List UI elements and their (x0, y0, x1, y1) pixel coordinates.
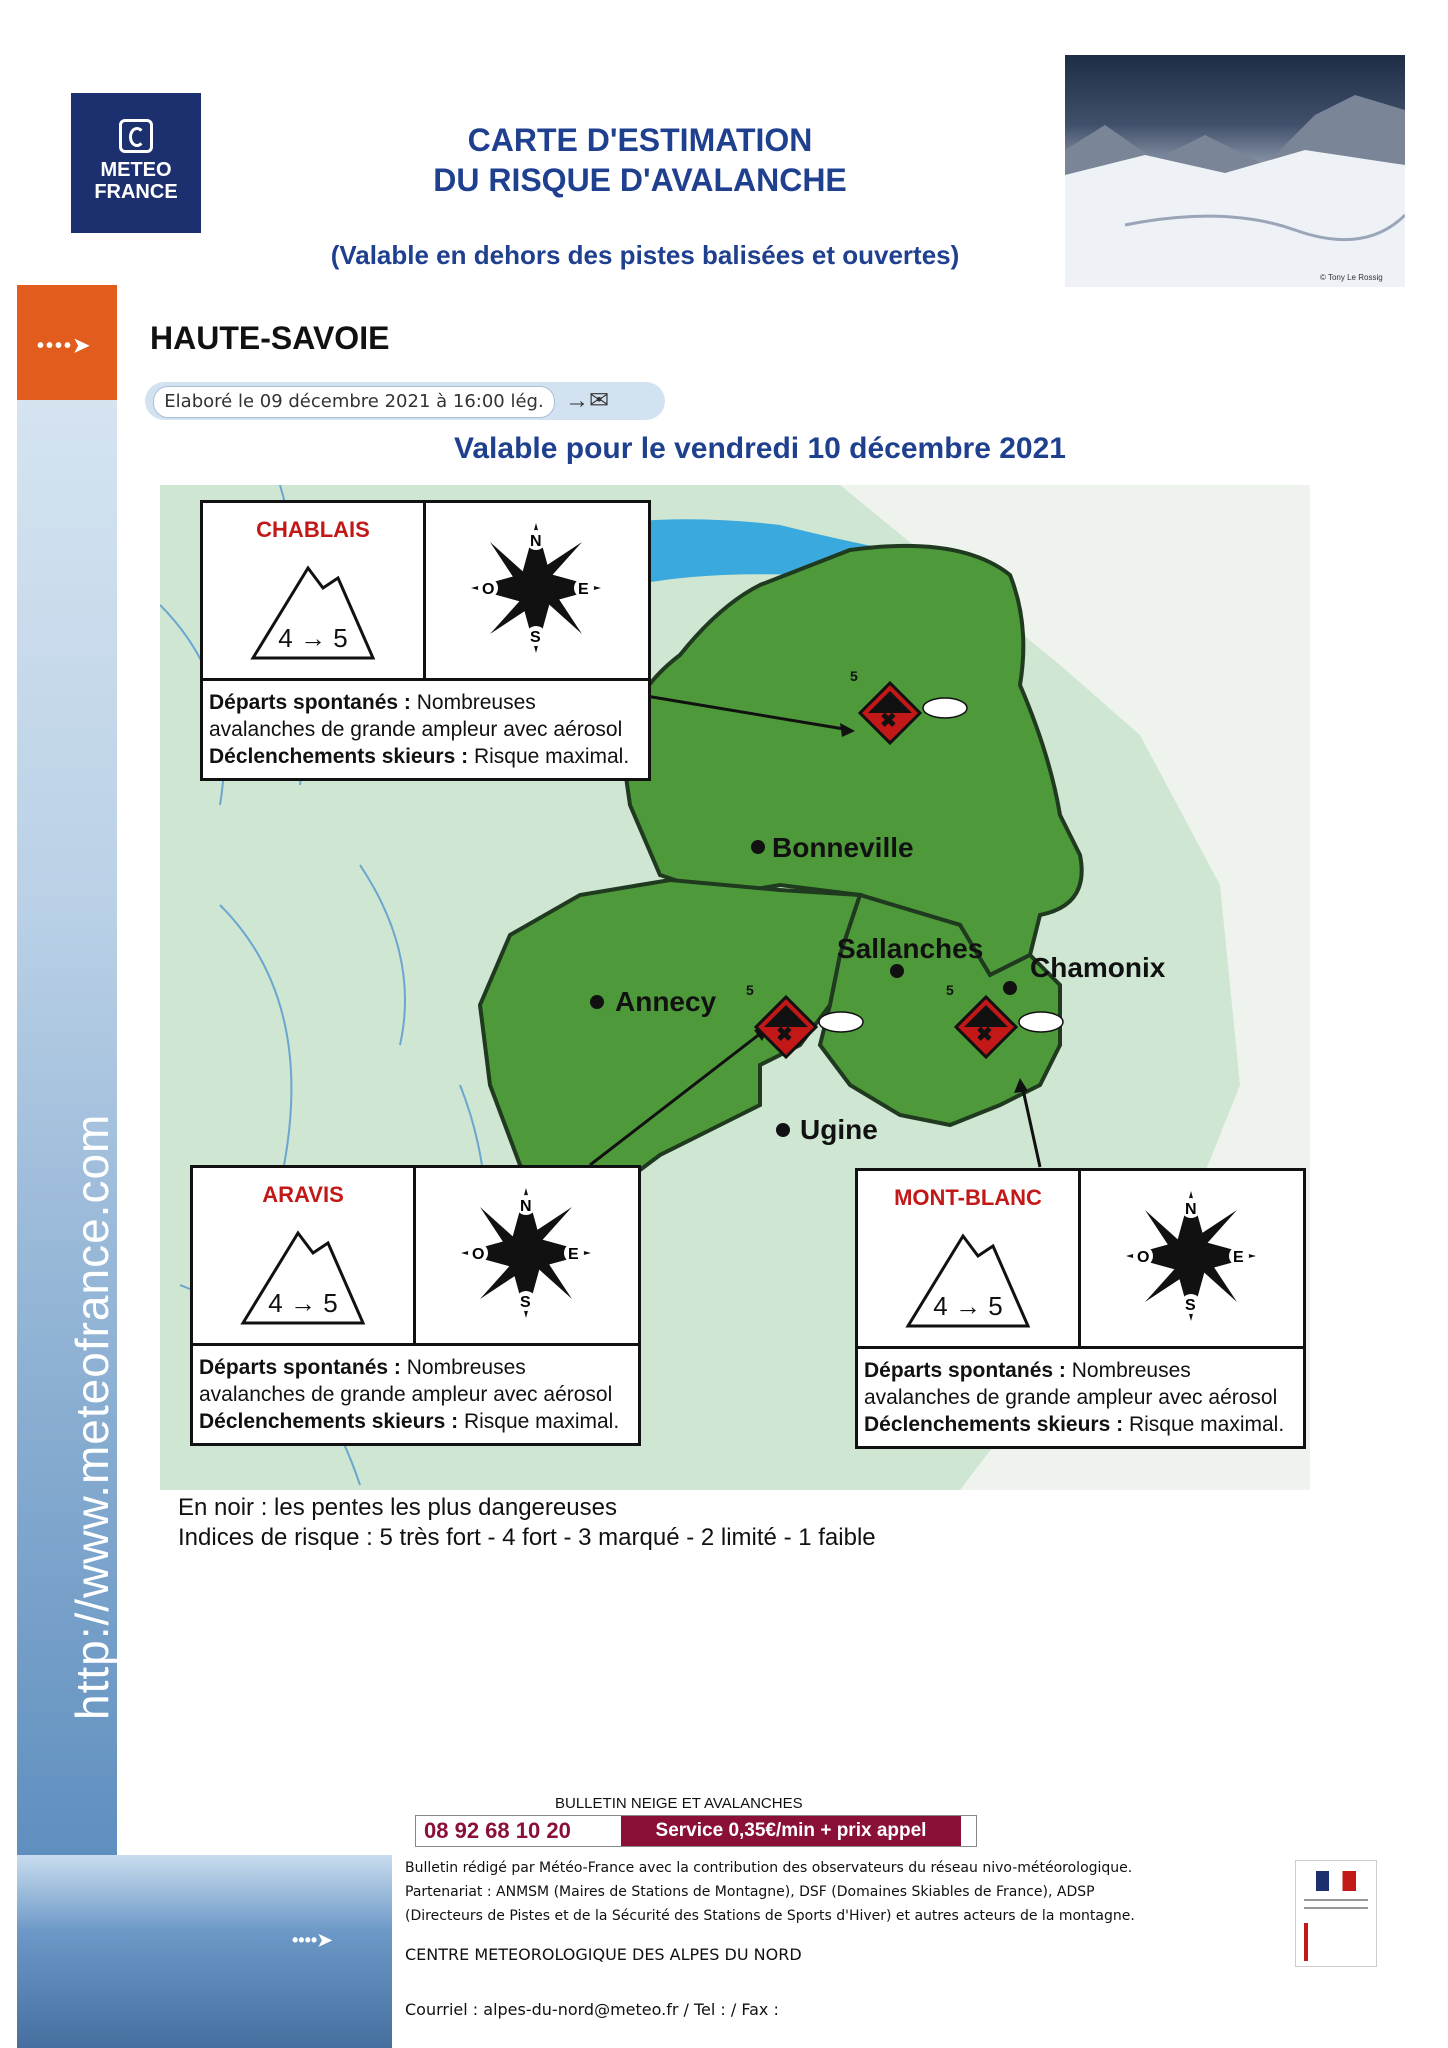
svg-text:✖: ✖ (880, 710, 897, 732)
page-subtitle: (Valable en dehors des pistes balisées et ouvertes) (330, 240, 960, 270)
republique-francaise-logo (1295, 1860, 1377, 1967)
town-ugine: Ugine (800, 1114, 878, 1145)
department-name: HAUTE-SAVOIE (150, 320, 390, 356)
risk-range: 4 → 5 (933, 1291, 1003, 1321)
phone-number[interactable]: 08 92 68 10 20 (424, 1818, 571, 1843)
svg-text:N: N (520, 1198, 532, 1215)
massif-box-mont-blanc (855, 1168, 1306, 1449)
town-sallanches: Sallanches (837, 933, 984, 964)
svg-text:S: S (1185, 1297, 1196, 1314)
compass-rose-icon (466, 518, 606, 658)
bulletin-label: BULLETIN NEIGE ET AVALANCHES (555, 1795, 803, 1812)
risk-range: 4 → 5 (268, 1288, 338, 1318)
svg-text:O: O (1137, 1249, 1150, 1266)
svg-text:✖: ✖ (776, 1024, 793, 1046)
photo-credit: © Tony Le Rossig (1320, 273, 1383, 282)
center-name: CENTRE METEOROLOGIQUE DES ALPES DU NORD (405, 1945, 802, 1964)
zone-level-aravis: 5 (746, 982, 754, 998)
svg-text:S: S (520, 1294, 531, 1311)
town-chamonix: Chamonix (1030, 952, 1166, 983)
svg-text:N: N (1185, 1201, 1197, 1218)
zone-level-chablais: 5 (850, 668, 858, 684)
logo-mark-icon (119, 119, 153, 153)
svg-text:S: S (530, 629, 541, 646)
zone-level-mont-blanc: 5 (946, 982, 954, 998)
phone-bar (415, 1815, 977, 1847)
credits-line2: Partenariat : ANMSM (Maires de Stations de Montagne), DSF (Domaines Skiables de France), ADSP (405, 1884, 1095, 1900)
legend-dangerous-slopes: En noir : les pentes les plus dangereuses (178, 1494, 617, 1521)
svg-text:E: E (568, 1246, 579, 1263)
compass-rose-icon (456, 1183, 596, 1323)
credits-line3: (Directeurs de Pistes et de la Sécurité des Stations de Sports d'Hiver) et autres acteurs de la montagne. (405, 1908, 1135, 1924)
compass-rose-icon (1121, 1186, 1261, 1326)
svg-text:O: O (472, 1246, 485, 1263)
sidebar-url[interactable]: http://www.meteofrance.com (66, 1113, 118, 1720)
town-annecy: Annecy (615, 986, 717, 1017)
massif-box-chablais (200, 500, 651, 781)
mountain-photo-art (1065, 55, 1405, 287)
massif-description: Départs spontanés : Nombreuses avalanches de grande ampleur avec aérosol Déclenchements skieurs : Risque maximal. (209, 691, 630, 768)
massif-name: ARAVIS (262, 1182, 344, 1207)
svg-text:E: E (1233, 1249, 1244, 1266)
dotted-arrow-icon: ••••➤ (292, 1930, 333, 1950)
town-bonneville: Bonneville (772, 832, 914, 863)
massif-description: Départs spontanés : Nombreuses avalanches de grande ampleur avec aérosol Déclenchements skieurs : Risque maximal. (199, 1356, 620, 1433)
massif-name: CHABLAIS (256, 517, 370, 542)
meteo-france-logo (71, 93, 201, 233)
logo-line1: METEO (100, 159, 172, 181)
credits-line1: Bulletin rédigé par Météo-France avec la contribution des observateurs du réseau nivo-météorologique. (405, 1860, 1133, 1876)
legend-risk-scale: Indices de risque : 5 très fort - 4 fort - 3 marqué - 2 limité - 1 faible (178, 1524, 876, 1551)
page-title (400, 120, 880, 200)
risk-range: 4 → 5 (278, 623, 348, 653)
valid-date: Valable pour le vendredi 10 décembre 2021 (454, 432, 1066, 465)
logo-line2: FRANCE (94, 181, 178, 203)
svg-text:O: O (482, 581, 495, 598)
svg-text:E: E (578, 581, 589, 598)
svg-text:✖: ✖ (976, 1024, 993, 1046)
title-line1: CARTE D'ESTIMATION (467, 122, 813, 158)
massif-box-aravis (190, 1165, 641, 1446)
sky-photo (17, 1855, 392, 2048)
title-line2: DU RISQUE D'AVALANCHE (433, 162, 847, 198)
contact-line: Courriel : alpes-du-nord@meteo.fr / Tel : / Fax : (405, 2000, 779, 2019)
elaborated-bar (145, 382, 665, 420)
massif-description: Départs spontanés : Nombreuses avalanches de grande ampleur avec aérosol Déclenchements skieurs : Risque maximal. (864, 1359, 1285, 1436)
massif-name: MONT-BLANC (894, 1185, 1042, 1210)
orange-arrow-tile (17, 285, 117, 400)
dotted-arrow-icon: ••••➤ (37, 335, 92, 357)
mountain-photo (1065, 55, 1405, 287)
service-price: Service 0,35€/min + prix appel (621, 1816, 961, 1846)
svg-text:N: N (530, 533, 542, 550)
mail-arrow-icon[interactable]: →✉ (565, 387, 610, 414)
elaborated-date: Elaboré le 09 décembre 2021 à 16:00 lég. (153, 386, 555, 418)
